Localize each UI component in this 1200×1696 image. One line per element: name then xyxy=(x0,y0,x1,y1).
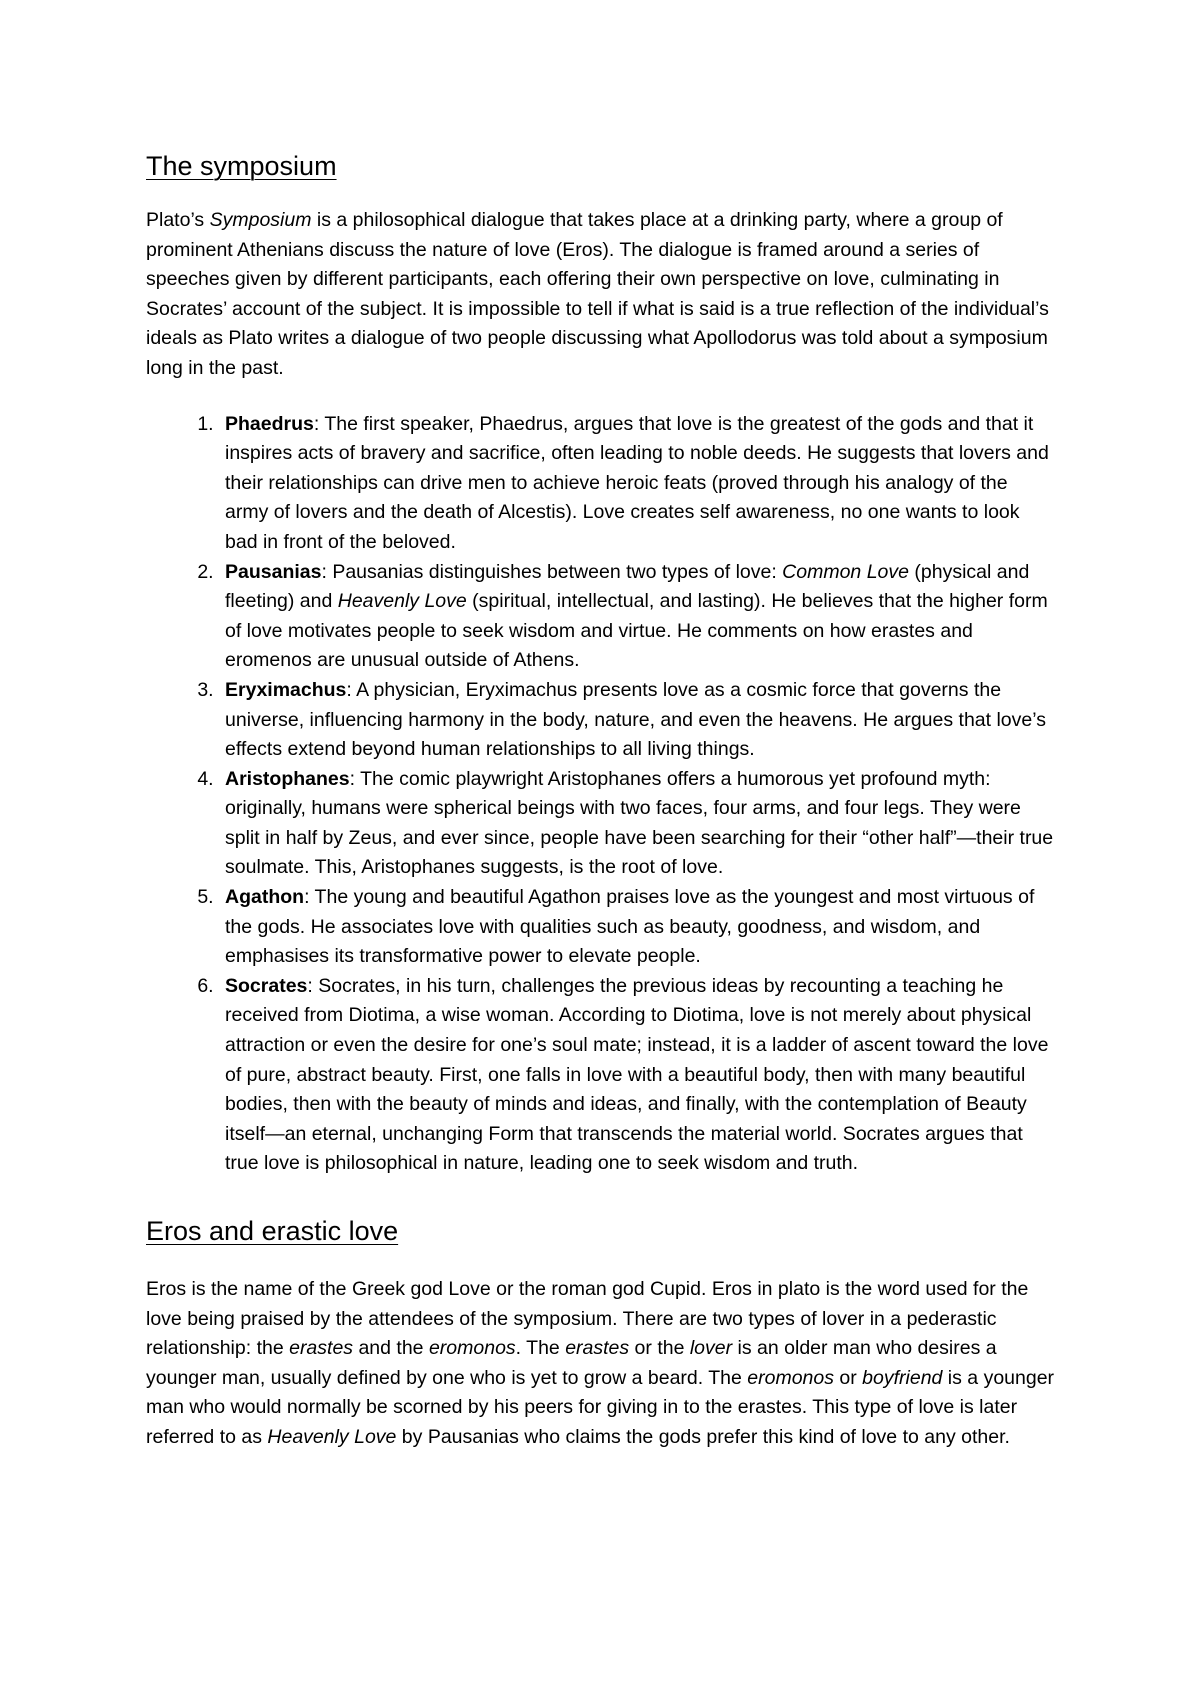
text-run: Eros is the name of the Greek god Love or the roman god Cupid. Eros in plato is the word used for the love being praised by the attendees of the symposium. There are two types of lover in a pederastic relationship: the xyxy=(146,1278,1029,1360)
italic-text: erastes xyxy=(289,1337,354,1360)
italic-text: lover xyxy=(689,1337,733,1360)
speaker-item-eryximachus xyxy=(219,676,1056,765)
text-run: . The xyxy=(515,1337,566,1360)
speaker-description xyxy=(225,975,1048,1175)
italic-text: eromonos xyxy=(747,1366,834,1389)
text-run: : Socrates, in his turn, challenges the previous ideas by recounting a teaching he received from Diotima, a wise woman. According to Diotima, love is not merely about physical attraction or even the desire for one’s soul mate; instead, it is a ladder of ascent toward the love of pure, abstract beauty. First, one falls in love with a beautiful body, then with many beautiful bodies, then with the beauty of minds and ideas, and finally, with the contemplation of Beauty itself—an eternal, unchanging Form that transcends the material world. Socrates argues that true love is philosophical in nature, leading one to seek wisdom and truth. xyxy=(225,974,1049,1175)
speaker-item-socrates xyxy=(219,972,1056,1179)
speaker-item-aristophanes xyxy=(219,765,1056,883)
text-run: Plato’s xyxy=(146,209,210,231)
text-run: : The first speaker, Phaedrus, argues that love is the greatest of the gods and that it inspires acts of bravery and sacrifice, often leading to noble deeds. He suggests that lovers and their relationships can drive men to achieve heroic feats (proved through his analogy of the army of lovers and the death of Alcestis). Love creates self awareness, no one wants to look bad in front of the beloved. xyxy=(225,412,1049,553)
speaker-name: Pausanias xyxy=(225,560,322,583)
speaker-name: Phaedrus xyxy=(225,412,314,435)
text-run: (spiritual, intellectual, and lasting). He believes that the higher form of love motivates people to seek wisdom and virtue. He comments on how erastes and eromenos are unusual outside of Athens. xyxy=(225,590,1048,672)
text-run: or xyxy=(833,1366,863,1389)
eros-paragraph xyxy=(146,1275,1056,1453)
speaker-name: Socrates xyxy=(225,974,308,997)
text-run: : Pausanias distinguishes between two types of love: xyxy=(321,560,783,583)
speaker-description xyxy=(225,886,1034,967)
text-run: is an older man who desires a younger man, usually defined by one who is yet to grow a beard. The xyxy=(146,1337,997,1389)
text-run: by Pausanias who claims the gods prefer this kind of love to any other. xyxy=(396,1425,1010,1448)
text-run: (physical and fleeting) and xyxy=(225,560,1030,613)
speaker-name: Eryximachus xyxy=(225,678,347,701)
speaker-item-pausanias xyxy=(219,558,1056,676)
section-heading-symposium: The symposium xyxy=(146,151,337,181)
text-run: and the xyxy=(353,1337,429,1360)
text-run: is a philosophical dialogue that takes place at a drinking party, where a group of prominent Athenians discuss the nature of love (Eros). The dialogue is framed around a series of speeches given by different participants, each offering their own perspective on love, culminating in Socrates’ account of the subject. It is impossible to tell if what is said is a true reflection of the individual’s ideals as Plato writes a dialogue of two people discussing what Apollodorus was told about a symposium long in the past. xyxy=(146,209,1049,379)
italic-text: Heavenly Love xyxy=(267,1425,397,1448)
italic-text: boyfriend xyxy=(862,1366,943,1389)
italic-text: erastes xyxy=(565,1337,630,1360)
intro-paragraph xyxy=(146,206,1056,384)
italic-text: eromonos xyxy=(428,1337,516,1360)
speaker-description xyxy=(225,679,1046,760)
text-run: is a younger man who would normally be scorned by his peers for giving in to the erastes. This type of love is later referred to as xyxy=(146,1366,1055,1448)
text-run: : A physician, Eryximachus presents love as a cosmic force that governs the universe, influencing harmony in the body, nature, and even the heavens. He argues that love’s effects extend beyond human relationships to all living things. xyxy=(225,678,1046,761)
italic-text: Symposium xyxy=(209,209,312,231)
speaker-item-agathon xyxy=(219,883,1056,972)
speaker-description xyxy=(225,768,1053,879)
speaker-item-phaedrus xyxy=(219,410,1056,558)
italic-text: Heavenly Love xyxy=(337,590,467,613)
speaker-description xyxy=(225,413,1049,553)
speaker-description xyxy=(225,561,1048,672)
italic-text: Common Love xyxy=(782,560,909,583)
text-run: : The young and beautiful Agathon praises love as the youngest and most virtuous of the gods. He associates love with qualities such as beauty, goodness, and wisdom, and emphasises its transformative power to elevate people. xyxy=(225,886,1035,968)
speaker-list xyxy=(146,410,1056,1179)
section-heading-eros: Eros and erastic love xyxy=(146,1216,399,1246)
speaker-name: Agathon xyxy=(225,886,305,909)
speaker-name: Aristophanes xyxy=(225,767,350,790)
text-run: or the xyxy=(629,1337,690,1360)
document-content xyxy=(146,148,1056,1453)
text-run: : The comic playwright Aristophanes offers a humorous yet profound myth: originally, humans were spherical beings with two faces, four arms, and four legs. They were split in half by Zeus, and ever since, people have been searching for their “other half”—their true soulmate. This, Aristophanes suggests, is the root of love. xyxy=(225,767,1054,879)
